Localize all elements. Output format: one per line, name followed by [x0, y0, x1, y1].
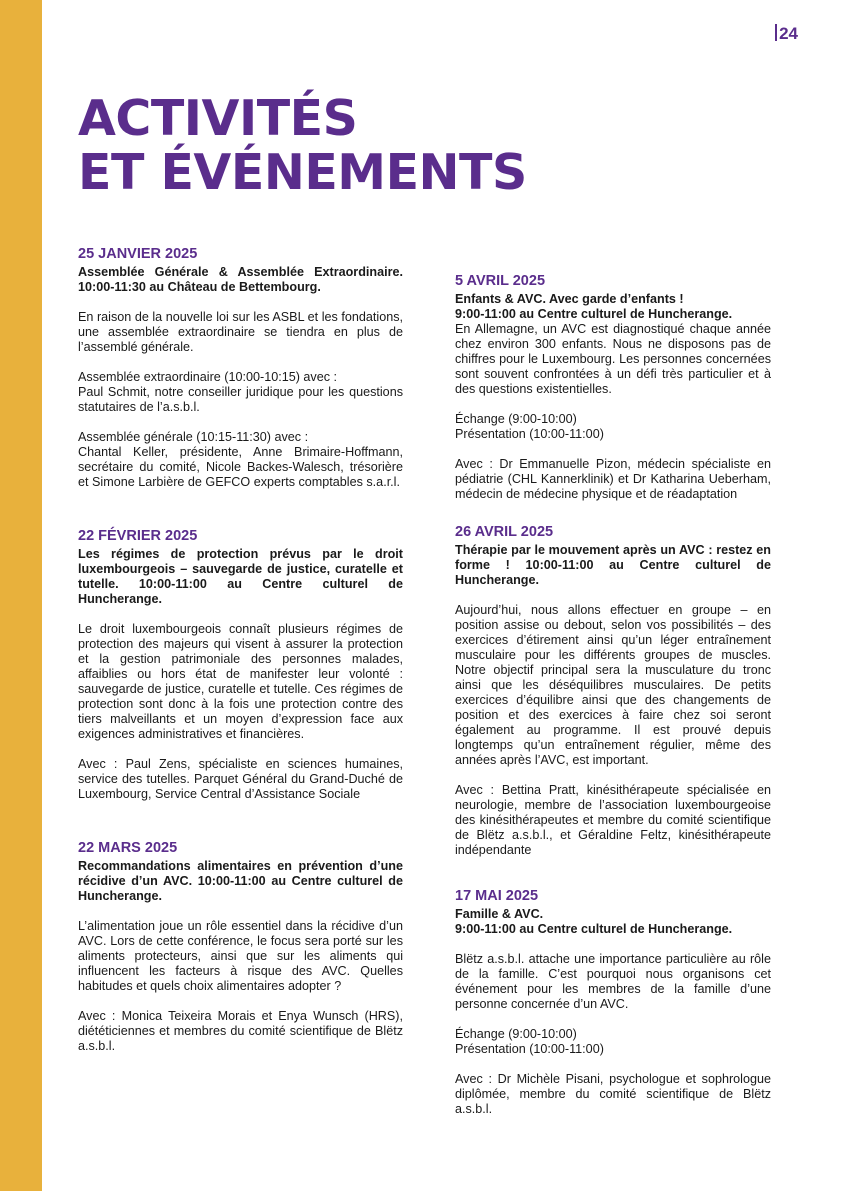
event-subtitle: Assemblée Générale & Assemblée Extraordinaire. 10:00-11:30 au Château de Bettembourg.	[78, 265, 403, 294]
event-date: 17 MAI 2025	[455, 888, 539, 904]
event-25-janvier	[78, 246, 403, 490]
side-color-band	[0, 0, 42, 1191]
event-schedule: Échange (9:00-10:00) Présentation (10:00-11:00)	[455, 412, 604, 441]
event-description: En raison de la nouvelle loi sur les ASBL et les fondations, une assemblée extraordinaire se tiendra en plus de l’assemblé générale.	[78, 310, 403, 354]
event-subtitle: Famille & AVC. 9:00-11:00 au Centre culturel de Huncherange.	[455, 907, 733, 936]
event-description: Aujourd’hui, nous allons effectuer en groupe – en position assise ou debout, selon vos possibilités – des exercices d’étirement ainsi qu’un léger entraînement musculaire pour les différents groupes de muscles. Notre objectif principal sera la musculature du tronc ainsi que les déséquilibres musculaires. De petits exercices d’équilibre ainsi que des changements de position et des exercices à faire chez soi seront également au programme. Il est prouvé depuis longtemps qu’un entraînement régulier, même des années après l’AVC, est important.	[455, 603, 771, 767]
event-date: 22 MARS 2025	[78, 840, 178, 856]
page-title	[78, 92, 527, 200]
event-22-mars	[78, 840, 403, 1054]
event-speakers: Avec : Bettina Pratt, kinésithérapeute spécialisée en neurologie, membre de l’association luxembourgeoise des kinésithérapeutes et membre du comité scientifique de Blëtz a.s.b.l., et Géraldine Feltz, kinésithérapeute indépendante	[455, 783, 771, 857]
event-speakers: Avec : Monica Teixeira Morais et Enya Wunsch (HRS), diététiciennes et membres du comité scientifique de Blëtz a.s.b.l.	[78, 1009, 403, 1053]
event-26-avril	[455, 524, 771, 858]
event-subtitle: Thérapie par le mouvement après un AVC : restez en forme ! 10:00-11:00 au Centre culturel de Huncherange.	[455, 543, 771, 587]
event-speakers: Avec : Dr Michèle Pisani, psychologue et sophrologue diplômée, membre du comité scientifique de Blëtz a.s.b.l.	[455, 1072, 771, 1116]
event-speakers: Avec : Dr Emmanuelle Pizon, médecin spécialiste en pédiatrie (CHL Kannerklinik) et Dr Katharina Ueberham, médecin de médecine physique et de réadaptation	[455, 457, 771, 501]
page-title-line-2: ET ÉVÉNEMENTS	[78, 144, 527, 201]
event-date: 22 FÉVRIER 2025	[78, 528, 198, 544]
event-date: 26 AVRIL 2025	[455, 524, 554, 540]
event-date: 5 AVRIL 2025	[455, 273, 546, 289]
event-subtitle: Enfants & AVC. Avec garde d’enfants ! 9:00-11:00 au Centre culturel de Huncherange.	[455, 292, 733, 321]
event-description: Blëtz a.s.b.l. attache une importance particulière au rôle de la famille. C’est pourquoi nous organisons cet événement pour les membres de la famille d’une personne concernée d’un AVC.	[455, 952, 771, 1011]
event-date: 25 JANVIER 2025	[78, 246, 198, 262]
event-description: L’alimentation joue un rôle essentiel dans la récidive d’un AVC. Lors de cette conférence, le focus sera porté sur les aliments protecteurs, ainsi que sur les aliments qui influencent les facteurs à risque des AVC. Quelles habitudes et quels choix alimentaires adopter ?	[78, 919, 403, 993]
event-session-general: Assemblée générale (10:15-11:30) avec : Chantal Keller, présidente, Anne Brimaire-Hoffmann, secrétaire du comité, Nicole Backes-Walesch, trésorière et Simone Larbière de GEFCO experts comptables s.a.r.l.	[78, 430, 403, 489]
left-column	[78, 246, 403, 1082]
event-subtitle: Recommandations alimentaires en prévention d’une récidive d’un AVC. 10:00-11:00 au Centre culturel de Huncherange.	[78, 859, 403, 903]
event-17-mai	[455, 888, 771, 1117]
event-22-fevrier	[78, 528, 403, 802]
event-description: En Allemagne, un AVC est diagnostiqué chaque année chez environ 300 enfants. Nous ne disposons pas de chiffres pour le Luxembourg. Les personnes concernées sont souvent confrontées à un défi très particulier et à des questions existentielles.	[455, 322, 771, 396]
event-description: Le droit luxembourgeois connaît plusieurs régimes de protection des majeurs qui visent à assurer la protection et la gestion patrimoniale des personnes malades, affaiblies ou hors état de manifester leur volonté : sauvegarde de justice, curatelle et tutelle. Ces régimes de protection sont donc à la fois une protection contre des tiers malveillants et un moyen d’expression face aux exigences administratives et financières.	[78, 622, 403, 741]
event-subtitle: Les régimes de protection prévus par le droit luxembourgeois – sauvegarde de justice, curatelle et tutelle. 10:00-11:00 au Centre culturel de Huncherange.	[78, 547, 403, 606]
event-5-avril	[455, 273, 771, 502]
page-title-line-1: ACTIVITÉS	[78, 90, 358, 147]
event-schedule: Échange (9:00-10:00) Présentation (10:00-11:00)	[455, 1027, 604, 1056]
page-number: 24	[775, 24, 798, 44]
event-speakers: Avec : Paul Zens, spécialiste en sciences humaines, service des tutelles. Parquet Général du Grand-Duché de Luxembourg, Service Central d’Assistance Sociale	[78, 757, 403, 801]
right-column	[455, 273, 771, 1145]
event-session-extra: Assemblée extraordinaire (10:00-10:15) avec : Paul Schmit, notre conseiller juridique pour les questions statutaires de l’a.s.b.l.	[78, 370, 403, 414]
